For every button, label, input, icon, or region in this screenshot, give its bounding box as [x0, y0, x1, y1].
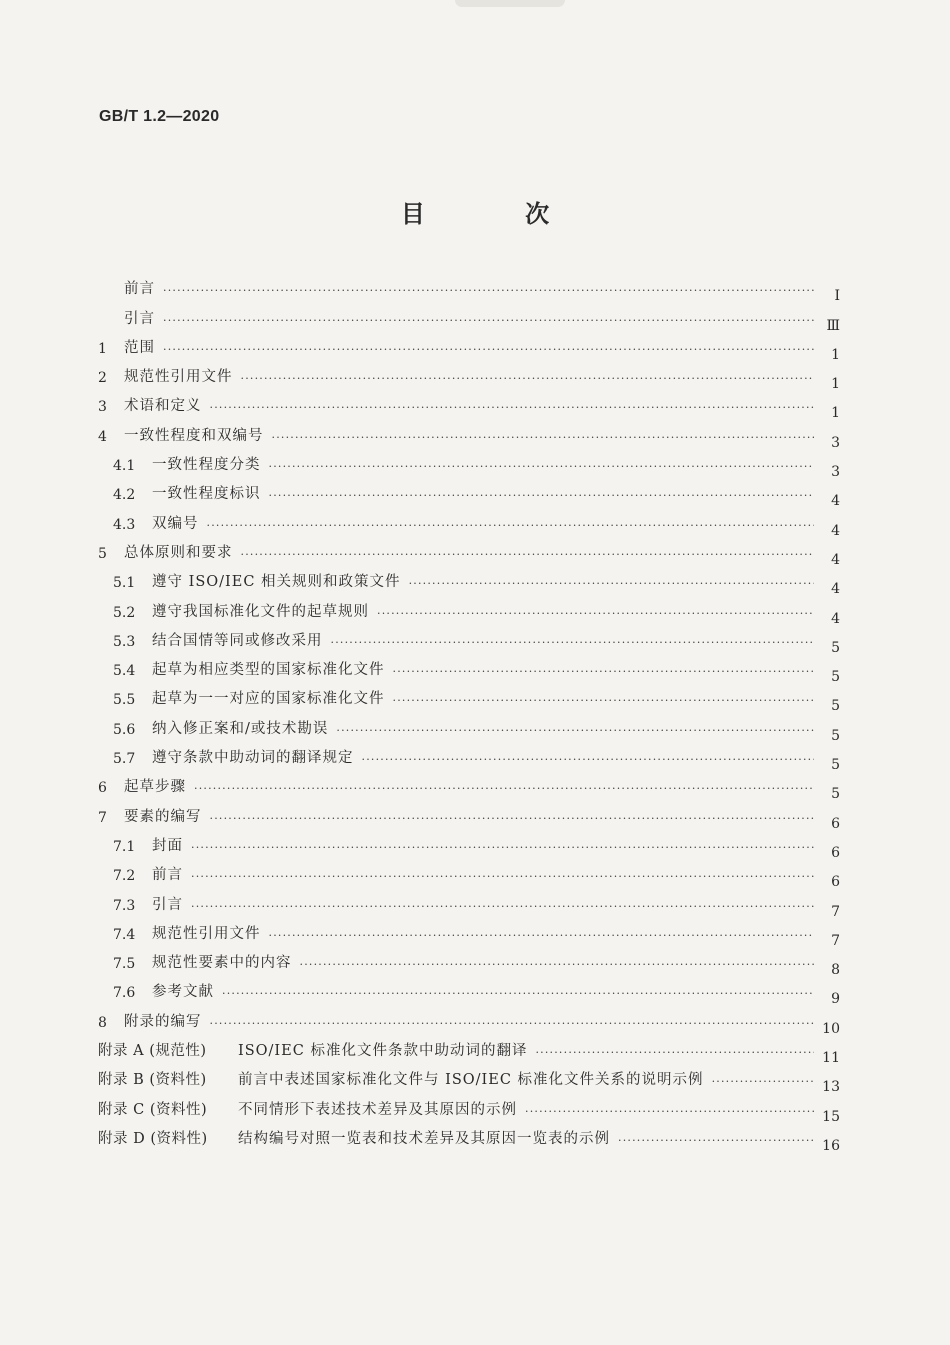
toc-entry-label: 遵守条款中助动词的翻译规定	[152, 750, 354, 767]
toc-entry-number: 8	[98, 1014, 107, 1031]
toc-entry-number: 2	[98, 370, 107, 387]
toc-entry-label: 前言中表述国家标准化文件与 ISO/IEC 标准化文件关系的说明示例	[238, 1072, 704, 1089]
toc-entry[interactable]	[98, 474, 840, 510]
dot-leader	[163, 315, 814, 328]
toc-entry-page: 4	[831, 551, 840, 568]
toc-entry-number: 1	[98, 340, 107, 357]
toc-entry-page: 4	[831, 610, 840, 627]
toc-entry-number: 附录 A (规范性)	[98, 1043, 207, 1060]
toc-entry[interactable]	[98, 884, 840, 920]
toc-entry-number: 7.2	[113, 868, 136, 885]
toc-entry-page: 1	[831, 346, 840, 363]
toc-entry-number: 7.4	[113, 926, 136, 943]
dot-leader	[194, 783, 814, 796]
toc-entry[interactable]	[98, 269, 840, 305]
toc-entry-label: 前言	[124, 281, 155, 298]
dot-leader	[409, 578, 814, 591]
dot-leader	[300, 959, 815, 972]
toc-entry-page: 6	[831, 844, 840, 861]
toc-entry[interactable]	[98, 621, 840, 656]
toc-entry-page: 5	[831, 786, 840, 803]
toc-entry-page: 1	[831, 376, 840, 393]
toc-entry-page: 16	[822, 1137, 840, 1154]
dot-leader	[191, 842, 814, 855]
toc-entry-page: 10	[822, 1020, 840, 1037]
toc-entry-page: 4	[831, 493, 840, 510]
toc-entry[interactable]	[98, 943, 840, 979]
toc-entry[interactable]	[98, 328, 840, 363]
toc-entry-number: 5.7	[113, 751, 136, 768]
toc-entry-number: 5.5	[113, 692, 136, 709]
toc-entry-page: 5	[831, 757, 840, 774]
toc-entry-number: 4	[98, 428, 107, 445]
toc-entry-label: 一致性程度和双编号	[124, 427, 264, 444]
page-title: 目 次	[400, 200, 596, 228]
toc-entry[interactable]	[98, 826, 840, 861]
toc-entry-number: 4.3	[113, 516, 136, 533]
scan-artifact	[455, 0, 565, 7]
toc-entry-number: 5.3	[113, 633, 136, 650]
toc-entry-page: 5	[831, 727, 840, 744]
toc-entry-page: 9	[831, 991, 840, 1008]
toc-entry[interactable]	[98, 679, 840, 715]
dot-leader	[207, 520, 815, 533]
toc-entry-label: 规范性要素中的内容	[152, 955, 292, 972]
toc-entry-page: 11	[822, 1050, 840, 1067]
toc-entry[interactable]	[98, 1031, 840, 1067]
toc-entry-label: 术语和定义	[124, 398, 202, 415]
toc-entry[interactable]	[98, 562, 840, 598]
toc-entry-page: 13	[822, 1079, 840, 1096]
toc-entry-label: 遵守 ISO/IEC 相关规则和政策文件	[152, 574, 401, 591]
dot-leader	[712, 1076, 814, 1089]
toc-entry-page: 4	[831, 522, 840, 539]
dot-leader	[191, 871, 814, 884]
toc-entry-number: 7.1	[113, 838, 136, 855]
toc-entry-label: 引言	[124, 310, 155, 327]
dot-leader	[377, 608, 814, 621]
toc-entry[interactable]	[98, 298, 840, 334]
toc-entry-label: 附录的编写	[124, 1013, 202, 1030]
toc-entry[interactable]	[98, 533, 840, 568]
toc-entry-label: 不同情形下表述技术差异及其原因的示例	[238, 1101, 517, 1118]
dot-leader	[535, 1047, 814, 1060]
toc-entry[interactable]	[98, 591, 840, 627]
dot-leader	[163, 344, 814, 357]
toc-entry-page: 5	[831, 698, 840, 715]
document-code: GB/T 1.2—2020	[99, 108, 220, 125]
toc-entry-page: Ⅰ	[834, 288, 840, 305]
dot-leader	[362, 754, 815, 767]
toc-entry[interactable]	[98, 796, 840, 832]
toc-entry-number: 3	[98, 399, 107, 416]
toc-entry-page: 8	[831, 962, 840, 979]
toc-entry-label: 结构编号对照一览表和技术差异及其原因一览表的示例	[238, 1130, 610, 1147]
toc-entry-number: 7	[98, 809, 107, 826]
dot-leader	[393, 666, 815, 679]
toc-entry-page: Ⅲ	[826, 317, 840, 334]
toc-entry[interactable]	[98, 914, 840, 949]
toc-entry-page: 15	[822, 1108, 840, 1125]
toc-entry-label: 规范性引用文件	[124, 369, 233, 386]
toc-entry-number: 7.6	[113, 985, 136, 1002]
dot-leader	[191, 901, 814, 914]
toc-entry-label: 双编号	[152, 515, 199, 532]
toc-entry-label: 起草为一一对应的国家标准化文件	[152, 691, 385, 708]
toc-entry-page: 6	[831, 815, 840, 832]
toc-entry-page: 1	[831, 405, 840, 422]
toc-entry-page: 5	[831, 639, 840, 656]
toc-entry[interactable]	[98, 1001, 840, 1037]
toc-entry[interactable]	[98, 855, 840, 891]
toc-entry-number: 7.3	[113, 897, 136, 914]
dot-leader	[393, 695, 815, 708]
toc-entry-page: 7	[831, 932, 840, 949]
dot-leader	[269, 930, 815, 943]
toc-entry[interactable]	[98, 708, 840, 744]
toc-entry-label: 前言	[152, 867, 183, 884]
toc-entry[interactable]	[98, 445, 840, 481]
toc-entry[interactable]	[98, 415, 840, 451]
toc-entry-number: 5.2	[113, 604, 136, 621]
toc-entry-label: ISO/IEC 标准化文件条款中助动词的翻译	[238, 1043, 528, 1060]
toc-entry-label: 规范性引用文件	[152, 925, 261, 942]
toc-entry-page: 3	[831, 434, 840, 451]
toc-entry-label: 参考文献	[152, 984, 214, 1001]
toc-entry-number: 附录 D (资料性)	[98, 1130, 208, 1147]
toc-entry[interactable]	[98, 972, 840, 1008]
toc-entry-label: 起草步骤	[124, 779, 186, 796]
toc-entry-label: 要素的编写	[124, 808, 202, 825]
toc-entry-label: 一致性程度分类	[152, 457, 261, 474]
toc-entry-number: 5.4	[113, 663, 136, 680]
toc-entry-number: 附录 C (资料性)	[98, 1101, 208, 1118]
toc-entry-page: 6	[831, 874, 840, 891]
toc-entry[interactable]	[98, 503, 840, 539]
toc-entry-number: 6	[98, 780, 107, 797]
dot-leader	[241, 549, 815, 562]
dot-leader	[272, 432, 815, 445]
toc-entry-page: 7	[831, 903, 840, 920]
toc-entry-page: 4	[831, 581, 840, 598]
toc-entry-label: 一致性程度标识	[152, 486, 261, 503]
toc-entry-page: 5	[831, 669, 840, 686]
dot-leader	[163, 285, 814, 298]
dot-leader	[336, 725, 814, 738]
dot-leader	[210, 402, 815, 415]
toc-entry-label: 引言	[152, 896, 183, 913]
dot-leader	[269, 490, 815, 503]
toc-entry[interactable]	[98, 1119, 840, 1154]
toc-entry-number: 附录 B (资料性)	[98, 1072, 207, 1089]
toc-entry[interactable]	[98, 1089, 840, 1125]
dot-leader	[331, 637, 815, 650]
toc-entry-number: 5.1	[113, 575, 136, 592]
toc-entry-page: 3	[831, 464, 840, 481]
dot-leader	[269, 461, 815, 474]
toc-entry[interactable]	[98, 1060, 840, 1096]
toc-entry-number: 4.1	[113, 458, 136, 475]
dot-leader	[222, 988, 814, 1001]
toc-entry[interactable]	[98, 650, 840, 686]
table-of-contents	[98, 269, 840, 1154]
toc-entry-label: 封面	[152, 837, 183, 854]
toc-entry-label: 纳入修正案和/或技术勘误	[152, 720, 329, 737]
toc-entry-label: 结合国情等同或修改采用	[152, 632, 323, 649]
toc-entry[interactable]	[98, 738, 840, 774]
dot-leader	[618, 1135, 814, 1148]
toc-entry-number: 5.6	[113, 721, 136, 738]
toc-entry-label: 起草为相应类型的国家标准化文件	[152, 662, 385, 679]
dot-leader	[241, 373, 815, 386]
toc-entry[interactable]	[98, 386, 840, 422]
toc-entry-number: 4.2	[113, 487, 136, 504]
dot-leader	[210, 1018, 815, 1031]
toc-entry[interactable]	[98, 357, 840, 393]
dot-leader	[210, 813, 815, 826]
dot-leader	[525, 1106, 814, 1119]
toc-entry-label: 总体原则和要求	[124, 544, 233, 561]
toc-entry-number: 7.5	[113, 956, 136, 973]
toc-entry-number: 5	[98, 545, 107, 562]
toc-entry-label: 范围	[124, 339, 155, 356]
toc-entry-label: 遵守我国标准化文件的起草规则	[152, 603, 369, 620]
toc-entry[interactable]	[98, 767, 840, 803]
